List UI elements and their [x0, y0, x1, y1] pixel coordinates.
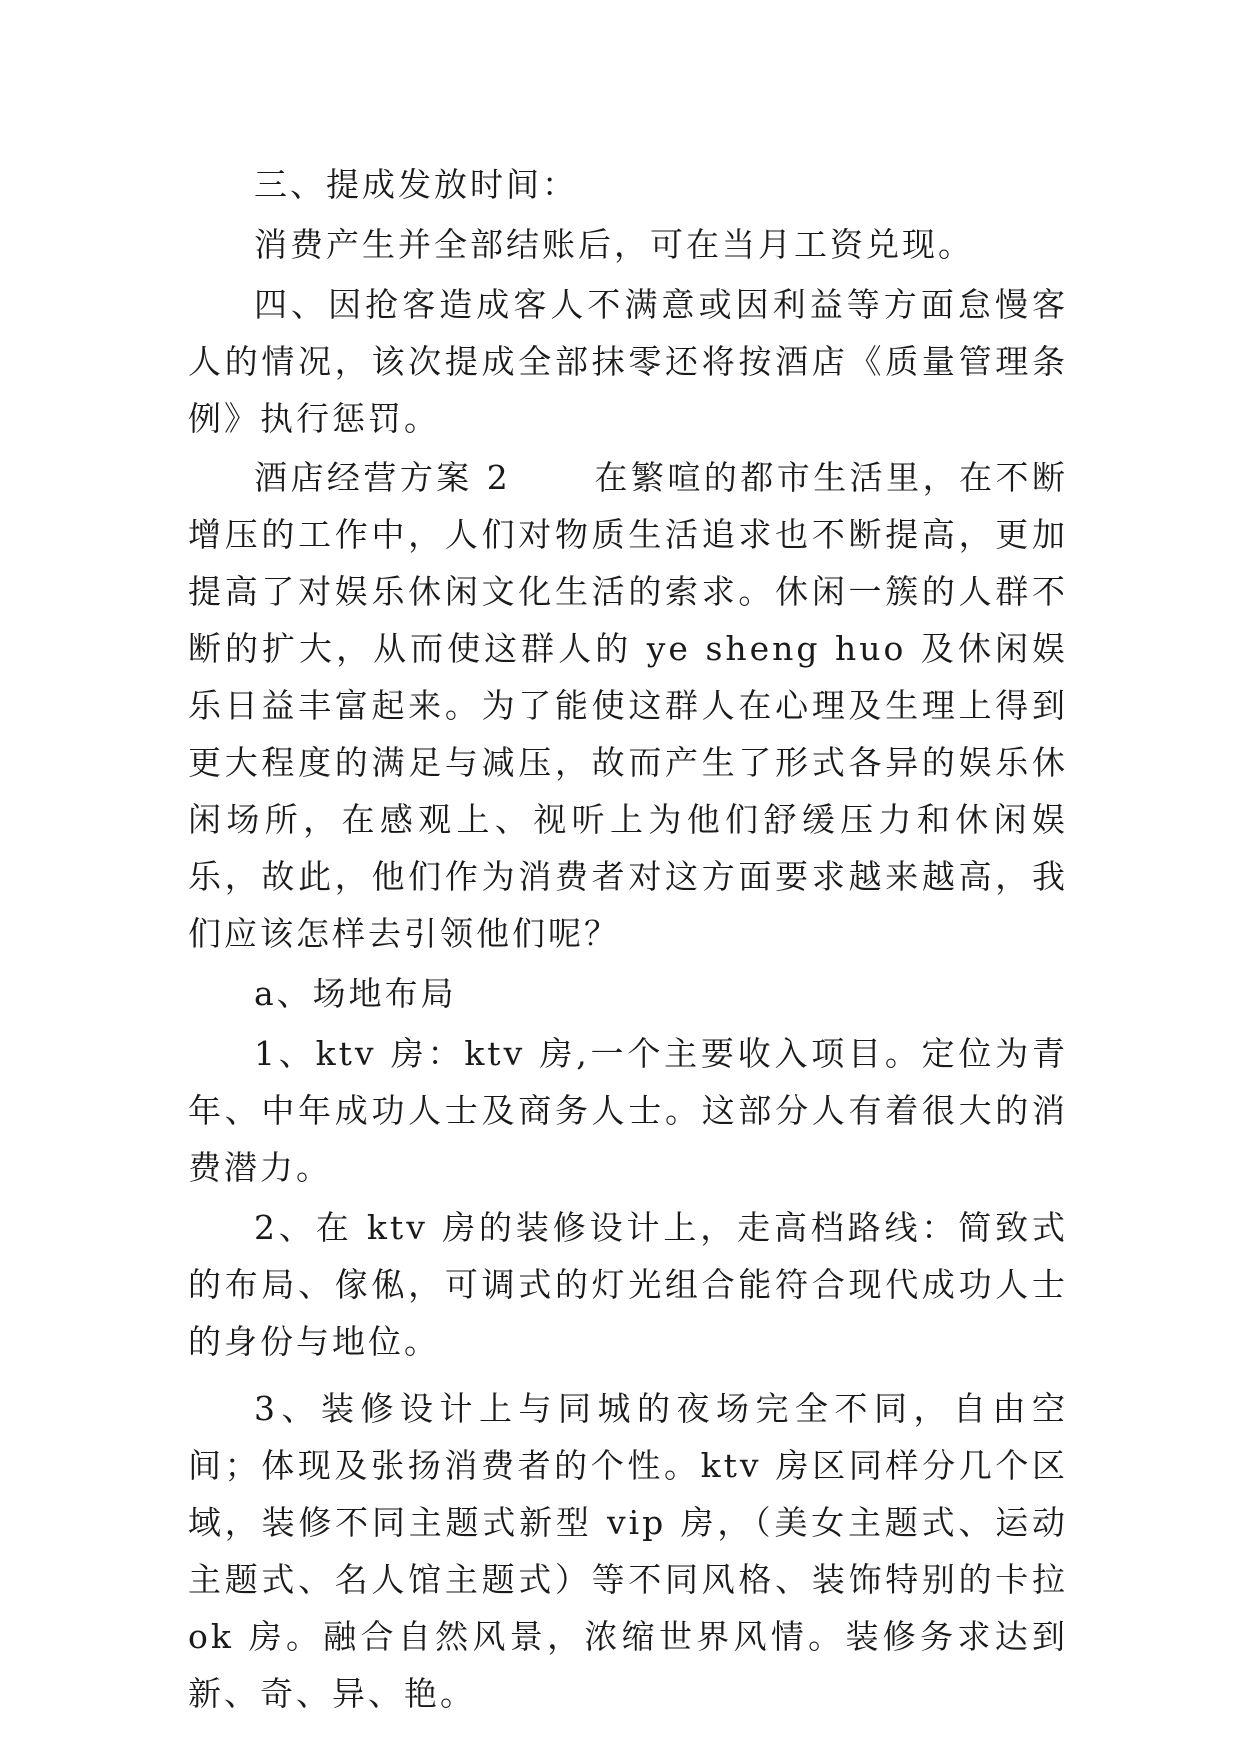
paragraph-venue-layout-heading: a、场地布局	[254, 974, 457, 1013]
paragraph-plan-two-intro: 酒店经营方案 2 在繁喧的都市生活里，在不断增压的工作中，人们对物质生活追求也不断提高，更加提高了对娱乐休闲文化生活的索求。休闲一簇的人群不断的扩大，从而使这群人的 ye sheng huo 及休闲娱乐日益丰富起来。为了能使这群人在心理及生理上得到更大程度的满足与减压，故而产生了形式各异的娱乐休闲场所，在感观上、视听上为他们舒缓压力和休闲娱乐，故此，他们作为消费者对这方面要求越来越高，我们应该怎样去引领他们呢？	[188, 458, 1068, 953]
document-body	[188, 156, 1082, 1722]
paragraph-commission-payout: 消费产生并全部结账后，可在当月工资兑现。	[254, 225, 974, 264]
paragraph-ktv-room-positioning: 1、ktv 房：ktv 房,一个主要收入项目。定位为青年、中年成功人士及商务人士。这部分人有着很大的消费潜力。	[188, 1034, 1068, 1187]
paragraph-ktv-room-design: 2、在 ktv 房的装修设计上，走高档路线：简致式的布局、傢俬，可调式的灯光组合能符合现代成功人士的身份与地位。	[188, 1208, 1068, 1361]
paragraph-ktv-room-themes: 3、装修设计上与同城的夜场完全不同，自由空间；体现及张扬消费者的个性。ktv 房区同样分几个区域，装修不同主题式新型 vip 房，（美女主题式、运动主题式、名人馆主题式）等不同风格、装饰特别的卡拉 ok 房。融合自然风景，浓缩世界风情。装修务求达到新、奇、异、艳。	[188, 1389, 1082, 1713]
paragraph-section-three-heading: 三、提成发放时间：	[254, 165, 578, 204]
paragraph-section-four-penalty: 四、因抢客造成客人不满意或因利益等方面怠慢客人的情况，该次提成全部抹零还将按酒店《质量管理条例》执行惩罚。	[188, 285, 1068, 438]
